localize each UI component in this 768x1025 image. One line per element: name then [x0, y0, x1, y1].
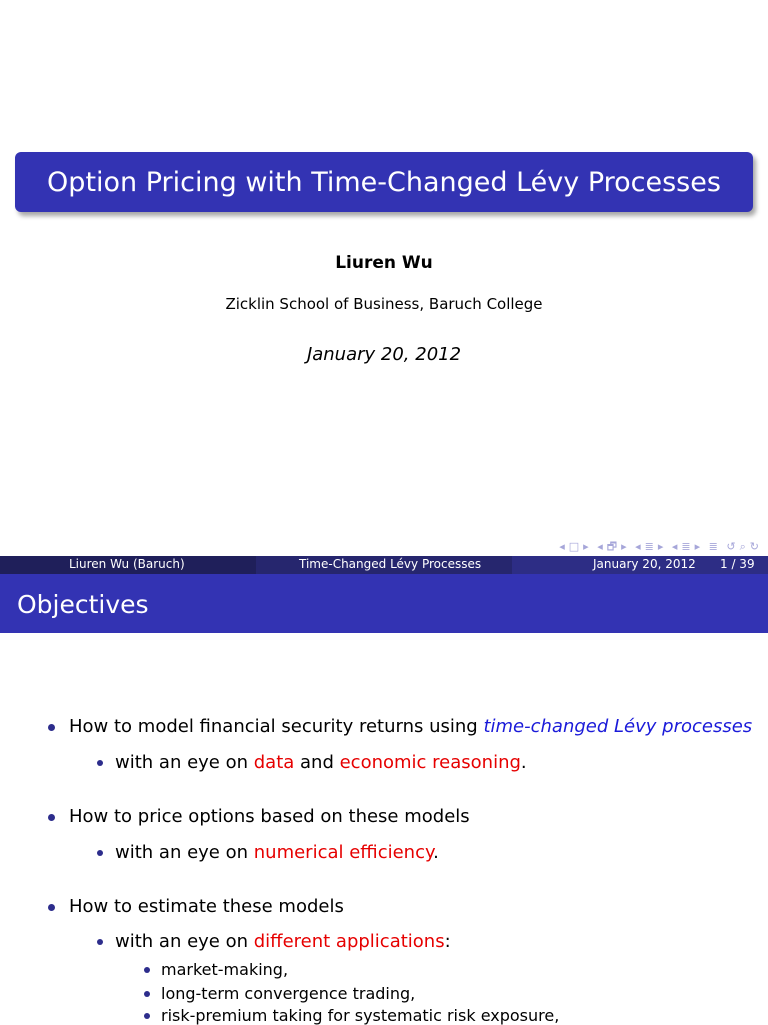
bullet-text: . — [520, 752, 527, 773]
footer-author-cell — [0, 556, 256, 574]
nav-next-section-icon[interactable]: ▸ — [694, 540, 702, 553]
bullet-item — [69, 716, 752, 737]
navigation-controls[interactable] — [556, 538, 760, 557]
institution: Zicklin School of Business, Baruch College — [225, 295, 543, 313]
nav-next-slide-icon[interactable]: ▸ — [621, 540, 628, 553]
bullet-text: and — [294, 752, 340, 773]
sub-bullet-item — [115, 931, 451, 952]
bullet-item — [69, 896, 344, 917]
bullet-text: market-making, — [161, 960, 289, 979]
emphasis-text: economic reasoning — [339, 752, 521, 773]
sub-bullet-item — [115, 752, 527, 773]
nav-prev-subsection-icon[interactable]: ◂ — [635, 540, 642, 553]
slide-footer — [0, 556, 768, 574]
presentation-title-box — [15, 152, 753, 212]
sub-sub-bullet-item — [161, 960, 288, 979]
nav-back-icon[interactable]: ↺ — [726, 540, 737, 553]
sub-sub-bullet-item — [161, 984, 415, 1003]
bullet-text: with an eye on — [115, 752, 254, 773]
highlight-text: time-changed Lévy processes — [483, 716, 753, 737]
emphasis-text: data — [253, 752, 295, 773]
footer-author: Liuren Wu (Baruch) — [69, 557, 185, 571]
bullet-text: with an eye on — [115, 842, 254, 863]
nav-prev-slide-icon[interactable]: ◂ — [597, 540, 604, 553]
nav-prev-section-icon[interactable]: ◂ — [671, 540, 679, 553]
emphasis-text: numerical efficiency — [253, 842, 434, 863]
nav-subsection-icon[interactable]: ≣ — [644, 540, 655, 553]
bullet-text: : — [444, 931, 451, 952]
sub-bullet-item — [115, 842, 439, 863]
sub-sub-bullet-item — [161, 1006, 559, 1025]
bullet-text: How to estimate these models — [69, 896, 344, 917]
nav-section-icon[interactable]: ≣ — [681, 540, 692, 553]
bullet-item — [69, 806, 470, 827]
nav-search-icon[interactable]: ⌕ — [739, 540, 747, 553]
footer-date: January 20, 2012 — [593, 557, 696, 571]
emphasis-text: different applications — [253, 931, 445, 952]
footer-date-cell — [512, 556, 768, 574]
bullet-text: long-term convergence trading, — [161, 984, 416, 1003]
presentation-date: January 20, 2012 — [306, 344, 462, 365]
nav-document-icon[interactable]: ≣ — [708, 540, 719, 553]
presentation-title: Option Pricing with Time-Changed Lévy Processes — [47, 166, 721, 198]
slide-heading: Objectives — [17, 590, 149, 619]
nav-prev-frame-icon[interactable]: ◂ — [559, 540, 566, 553]
nav-slide-icon[interactable]: 🗗 — [606, 540, 619, 553]
bullet-text: risk-premium taking for systematic risk exposure, — [161, 1006, 560, 1025]
footer-page-number: 1 / 39 — [720, 557, 755, 571]
nav-frame-icon[interactable]: □ — [568, 540, 581, 553]
bullet-text: How to price options based on these models — [69, 806, 470, 827]
slide-heading-bar — [0, 574, 768, 633]
author-name: Liuren Wu — [335, 253, 433, 273]
footer-title-cell — [256, 556, 512, 574]
bullet-text: How to model financial security returns using — [69, 716, 484, 737]
footer-title: Time-Changed Lévy Processes — [299, 557, 482, 571]
nav-forward-icon[interactable]: ↻ — [749, 540, 760, 553]
nav-next-frame-icon[interactable]: ▸ — [583, 540, 590, 553]
bullet-text: with an eye on — [115, 931, 254, 952]
bullet-text: . — [433, 842, 439, 863]
nav-next-subsection-icon[interactable]: ▸ — [657, 540, 665, 553]
slide-content — [0, 633, 768, 1024]
